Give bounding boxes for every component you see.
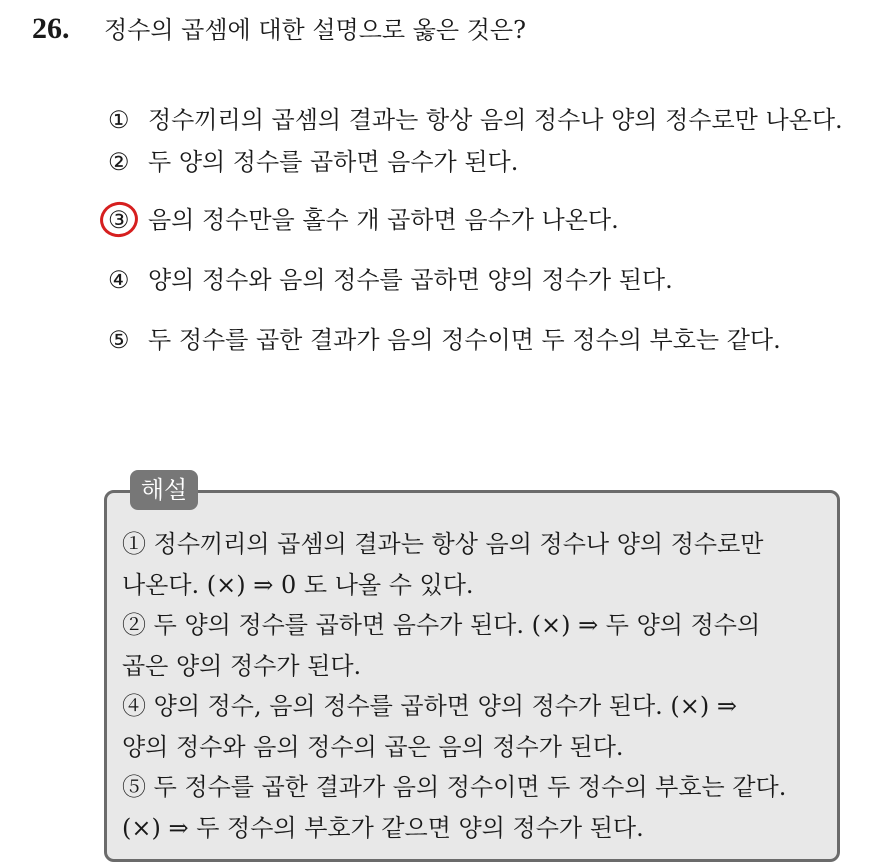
choice-2-text: 두 양의 정수를 곱하면 음수가 된다.	[148, 148, 519, 176]
explanation-line-4: 곱은 양의 정수가 된다.	[122, 651, 362, 680]
choice-list	[108, 100, 868, 360]
explanation-line-7: ⑤ 두 정수를 곱한 결과가 음의 정수이면 두 정수의 부호는 같다.	[122, 773, 787, 801]
choice-4-text: 양의 정수와 음의 정수를 곱하면 양의 정수가 된다.	[148, 266, 673, 294]
answer-circle-mark	[97, 198, 141, 240]
explanation-line-5: ④ 양의 정수, 음의 정수를 곱하면 양의 정수가 된다. (×) ⇒	[122, 692, 737, 720]
explanation-line-8: (×) ⇒ 두 정수의 부호가 같으면 양의 정수가 된다.	[122, 813, 644, 842]
choice-4-mark: ④	[108, 266, 130, 294]
choice-1-text: 정수끼리의 곱셈의 결과는 항상 음의 정수나 양의 정수로만 나온다.	[148, 106, 843, 134]
explanation-line-6: 양의 정수와 음의 정수의 곱은 음의 정수가 된다.	[122, 732, 624, 761]
explanation-label: 해설	[130, 470, 198, 510]
choice-1-mark: ①	[108, 106, 130, 134]
explanation-line-2: 나온다. (×) ⇒ 0 도 나올 수 있다.	[122, 570, 474, 599]
choice-2[interactable]	[108, 142, 868, 182]
choice-5[interactable]	[108, 320, 868, 360]
explanation-line-1: ① 정수끼리의 곱셈의 결과는 항상 음의 정수나 양의 정수로만	[122, 530, 764, 558]
choice-5-text: 두 정수를 곱한 결과가 음의 정수이면 두 정수의 부호는 같다.	[148, 326, 781, 354]
question-number: 26.	[32, 12, 70, 45]
choice-3-mark: ③	[108, 206, 130, 234]
choice-2-mark: ②	[108, 148, 130, 176]
explanation-text	[122, 524, 832, 848]
choice-3-text: 음의 정수만을 홀수 개 곱하면 음수가 나온다.	[148, 206, 619, 234]
choice-5-mark: ⑤	[108, 326, 130, 354]
explanation-line-3: ② 두 양의 정수를 곱하면 음수가 된다. (×) ⇒ 두 양의 정수의	[122, 611, 761, 639]
choice-4[interactable]	[108, 260, 868, 300]
question-text: 정수의 곱셈에 대한 설명으로 옳은 것은?	[104, 16, 526, 44]
choice-3[interactable]	[108, 200, 868, 240]
choice-1[interactable]	[108, 100, 868, 140]
